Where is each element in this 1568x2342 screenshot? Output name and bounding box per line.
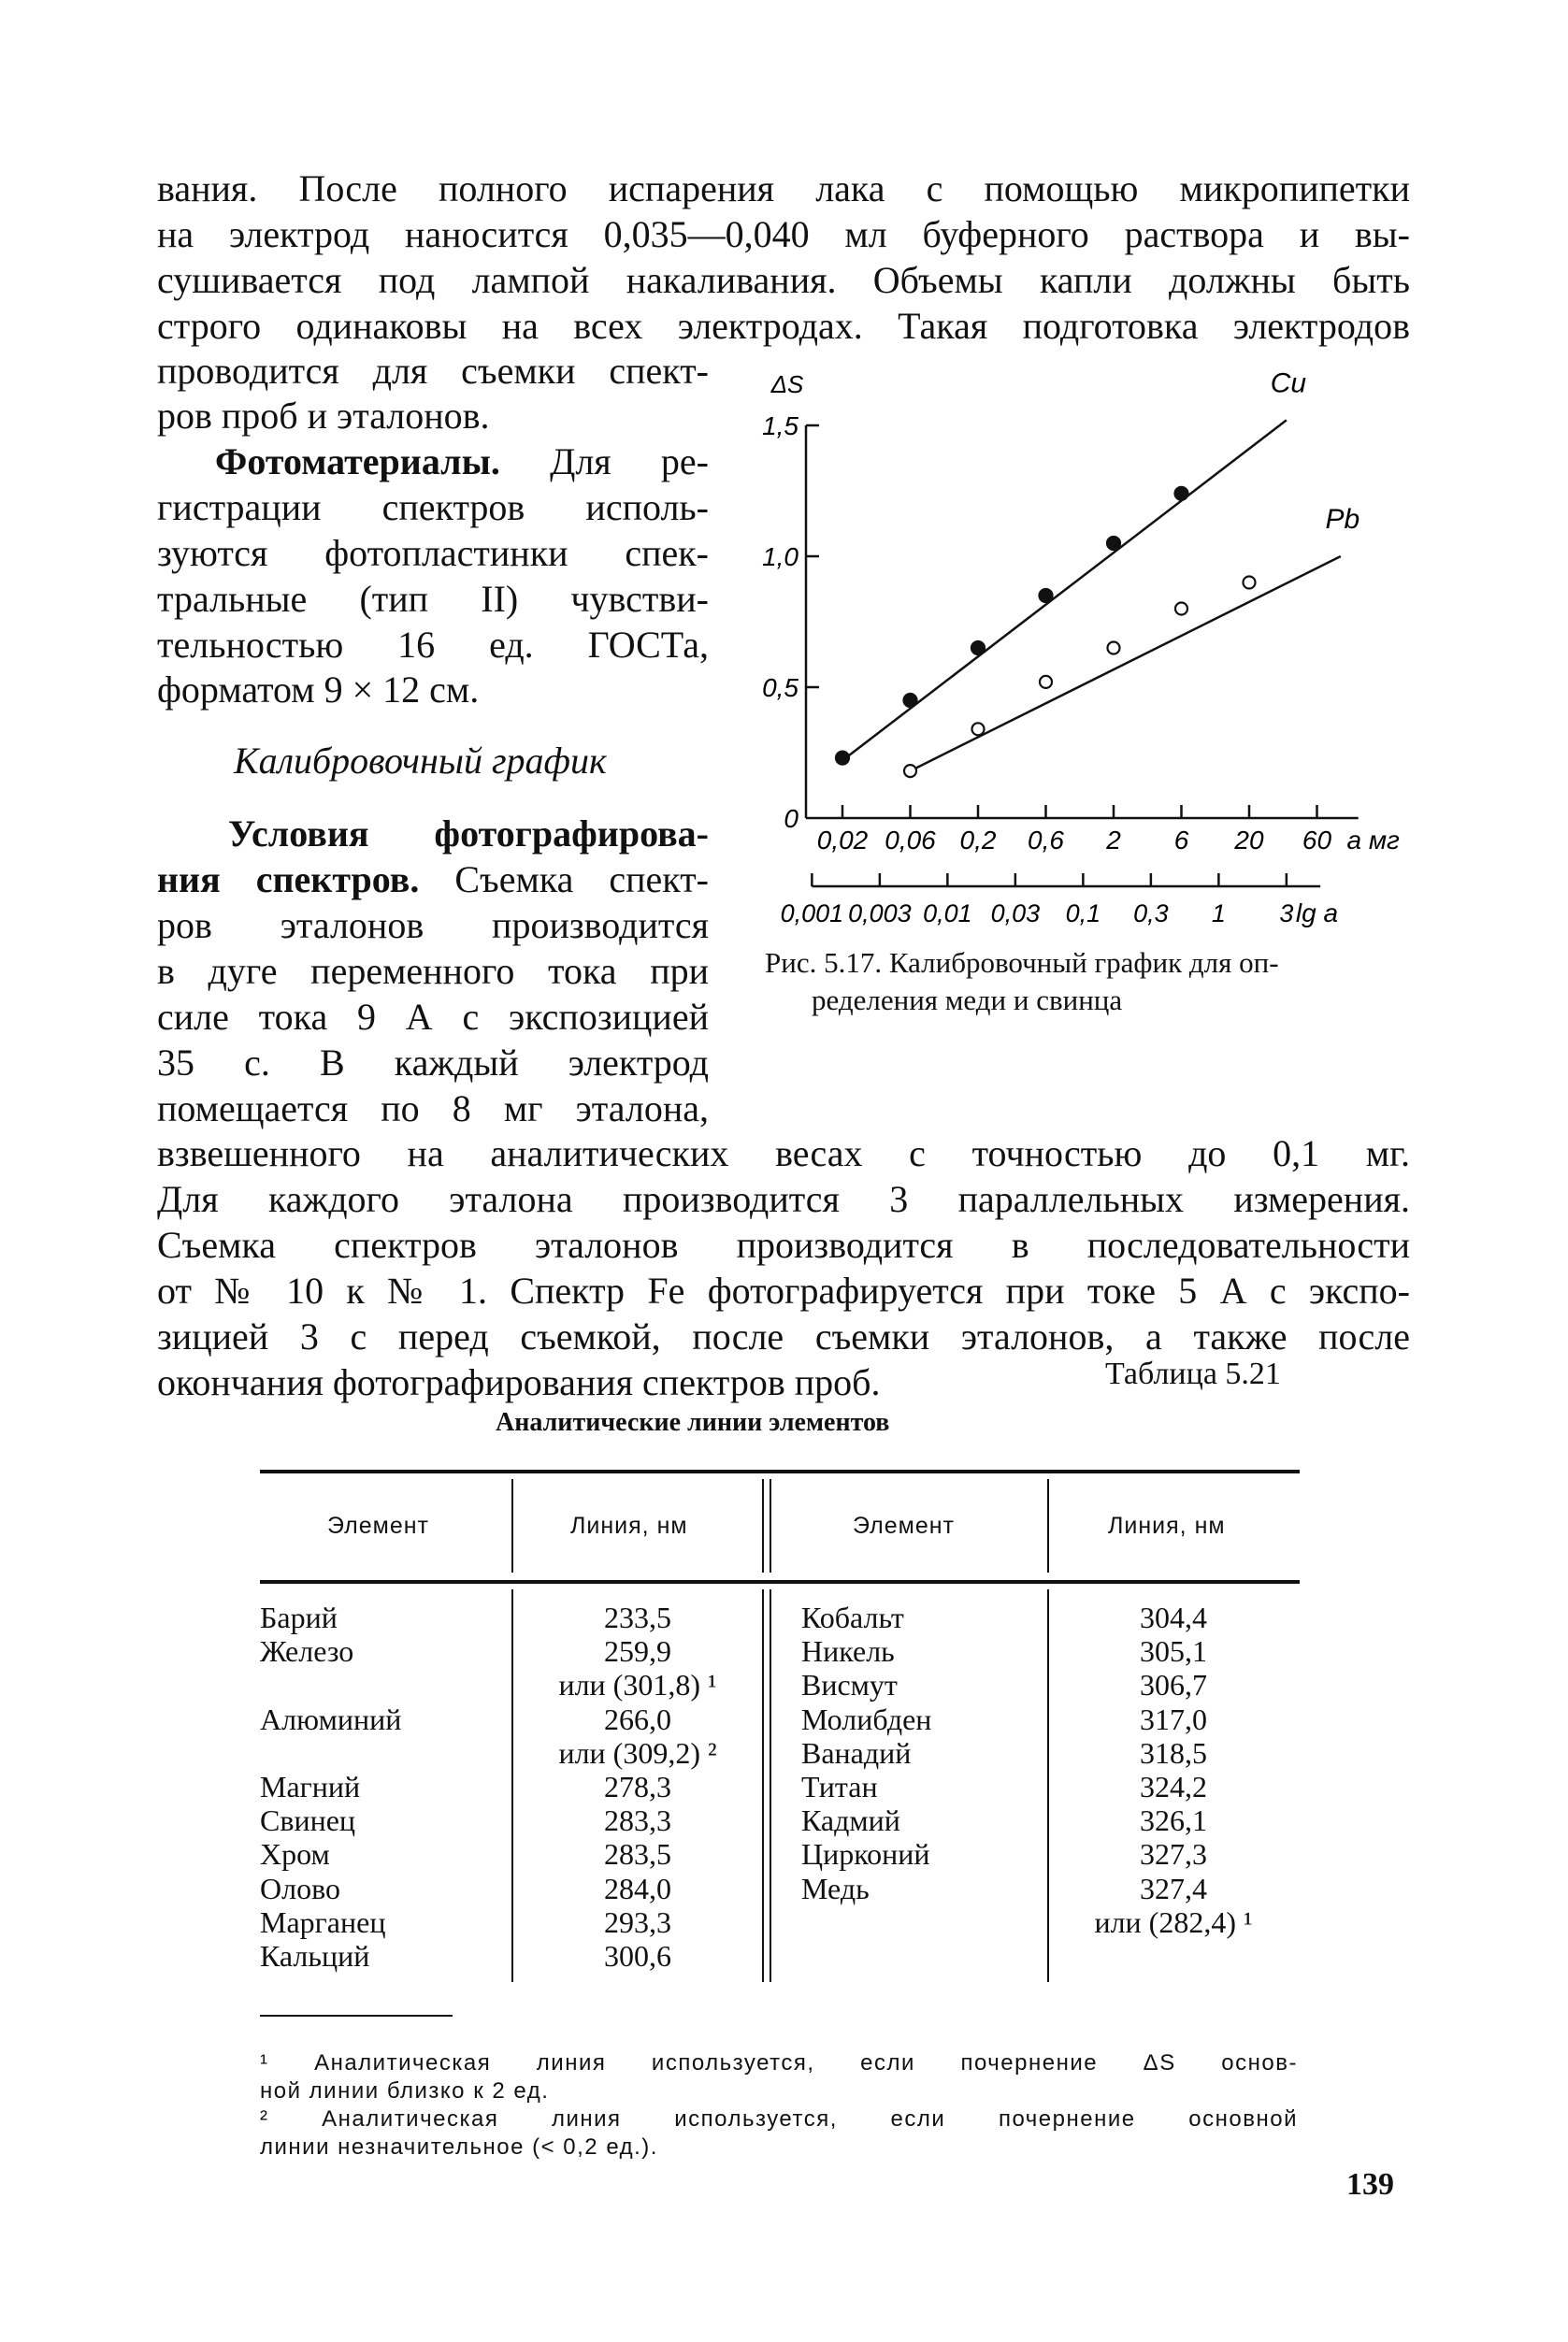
- table-col-divider: [511, 1479, 513, 1573]
- table-top-rule: [260, 1470, 1300, 1473]
- footnote-2-line-1: ² Аналитическая линия используется, если почернение основной: [260, 2106, 1298, 2132]
- x-unit-label: а мг: [1346, 826, 1400, 855]
- table-col-divider: [762, 1589, 764, 1982]
- table-col-divider: [511, 1589, 513, 1982]
- table-header-cell: Элемент: [853, 1513, 955, 1539]
- table-header-rule: [260, 1580, 1300, 1584]
- text-line: тельностью 16 ед. ГОСТа,: [157, 624, 709, 666]
- text-line: Для каждого эталона производится 3 параллельных измерения.: [157, 1178, 1410, 1220]
- data-point-pb: [1175, 603, 1187, 615]
- text-span: Для ре-: [550, 440, 709, 482]
- table-cell-line: 278,3: [604, 1770, 671, 1803]
- y-tick-label: 1,0: [762, 542, 798, 571]
- text-line: зуются фотопластинки спек-: [157, 532, 709, 574]
- x-tick-label: 0,6: [1028, 826, 1064, 855]
- text-line: силе тока 9 А с экспозицией: [157, 996, 709, 1038]
- y-tick-label: 0,5: [762, 673, 798, 702]
- text-line: проводится для съемки спект-: [157, 350, 709, 392]
- data-point-cu: [904, 694, 917, 707]
- x-tick-label: 20: [1234, 826, 1264, 855]
- table-col-divider: [1047, 1589, 1049, 1982]
- text-line: форматом 9 × 12 см.: [157, 668, 480, 711]
- text-line: на электрод наносится 0,035—0,040 мл буферного раствора и вы-: [157, 213, 1410, 255]
- series-label-pb: Pb: [1325, 504, 1360, 535]
- text-line: помещается по 8 мг эталона,: [157, 1087, 709, 1129]
- data-point-pb: [1244, 577, 1256, 589]
- table-cell-line: 233,5: [604, 1601, 671, 1634]
- footnote-1-line-2: ной линии близко к 2 ед.: [260, 2078, 550, 2104]
- chart-points: [836, 487, 1256, 777]
- x-lg-tick-label: 3: [1279, 899, 1294, 927]
- figure-caption-line-1: Рис. 5.17. Калибровочный график для оп-: [765, 946, 1279, 979]
- table-cell-element: Алюминий: [260, 1702, 402, 1736]
- text-line: вания. После полного испарения лака с помощью микропипетки: [157, 167, 1410, 209]
- text-line: тральные (тип II) чувстви-: [157, 578, 709, 620]
- table-cell-line: 305,1: [1140, 1634, 1207, 1669]
- table-cell-line: или (301,8) ¹: [558, 1668, 717, 1703]
- table-col-divider: [762, 1479, 764, 1573]
- data-point-pb: [1108, 642, 1120, 654]
- data-point-pb: [904, 765, 916, 777]
- text-line: в дуге переменного тока при: [157, 950, 709, 992]
- table-col-divider: [770, 1479, 771, 1573]
- table-cell-line: 326,1: [1140, 1803, 1207, 1838]
- table-cell-line: 304,4: [1140, 1601, 1207, 1634]
- x-tick-label: 0,06: [885, 826, 936, 855]
- table-col-divider: [770, 1589, 771, 1982]
- text-line: от № 10 к № 1. Спектр Fe фотографируется при токе 5 А с экспо-: [157, 1270, 1410, 1312]
- x-tick-label: 0,02: [816, 826, 869, 855]
- table-cell-element: Титан: [801, 1770, 878, 1803]
- series-label-cu: Cu: [1270, 367, 1307, 399]
- table-cell-line: 317,0: [1140, 1702, 1207, 1736]
- table-cell-element: Свинец: [260, 1803, 356, 1838]
- calibration-chart: [729, 355, 1440, 963]
- x-lg-tick-label: 0,01: [923, 899, 972, 927]
- data-point-pb: [1040, 676, 1052, 688]
- table-cell-element: Железо: [260, 1634, 354, 1669]
- x-tick-label: 0,2: [959, 826, 997, 855]
- chart-fit-lines: [842, 420, 1341, 770]
- text-line: Съемка спектров эталонов производится в последовательности: [157, 1224, 1410, 1266]
- x-tick-label: 6: [1173, 826, 1189, 855]
- y-axis-label: ΔS: [770, 370, 804, 398]
- chart-labels: [762, 367, 1400, 927]
- data-point-cu: [971, 641, 985, 654]
- data-point-cu: [836, 752, 849, 765]
- text-line: ров эталонов производится: [157, 904, 709, 946]
- data-point-pb: [972, 723, 985, 735]
- page-number: 139: [1346, 2167, 1394, 2202]
- conditions-heading: Условия фотографирова-: [228, 812, 709, 855]
- section-title: Калибровочный график: [234, 740, 607, 782]
- text-line: зицией 3 с перед съемкой, после съемки эталонов, а также после: [157, 1315, 1410, 1358]
- x-lg-tick-label: 0,001: [780, 899, 844, 927]
- table-cell-line: 283,3: [604, 1803, 671, 1838]
- text-line: гистрации спектров исполь-: [157, 486, 709, 528]
- table-cell-line: 300,6: [604, 1939, 671, 1973]
- text-line: [157, 439, 709, 484]
- table-header-cell: Линия, нм: [1108, 1513, 1226, 1539]
- table-cell-line: 318,5: [1140, 1735, 1207, 1770]
- conditions-heading-cont: ния спектров.: [157, 858, 420, 900]
- text-span: Съемка спект-: [454, 858, 710, 900]
- table-cell-element: Молибден: [801, 1702, 932, 1736]
- footnote-rule: [260, 2015, 453, 2017]
- table-col-divider: [1047, 1479, 1049, 1573]
- table-cell-line: 293,3: [604, 1904, 671, 1939]
- table-title: Аналитические линии элементов: [496, 1408, 890, 1437]
- x-tick-label: 60: [1302, 826, 1332, 855]
- table-cell-element: Кобальт: [801, 1601, 904, 1634]
- table-cell-line: 266,0: [604, 1702, 671, 1736]
- text-line: сушивается под лампой накаливания. Объемы капли должны быть: [157, 259, 1410, 301]
- table-cell-element: Марганец: [260, 1904, 386, 1939]
- table-cell-element: Кальций: [260, 1939, 370, 1973]
- table-cell-element: Никель: [801, 1634, 895, 1669]
- x-lg-tick-label: 0,03: [990, 899, 1041, 927]
- text-line: строго одинаковы на всех электродах. Такая подготовка электродов: [157, 305, 1410, 347]
- x-tick-label: 2: [1106, 826, 1121, 855]
- x-lg-tick-label: 0,003: [848, 899, 912, 927]
- x-lg-tick-label: 0,3: [1133, 899, 1169, 927]
- text-line: взвешенного на аналитических весах с точностью до 0,1 мг.: [157, 1132, 1410, 1174]
- table-header-cell: Элемент: [327, 1513, 429, 1539]
- table-cell-line: 259,9: [604, 1634, 671, 1669]
- table-cell-element: Ванадий: [801, 1735, 912, 1770]
- footnote-2-line-2: линии незначительное (< 0,2 ед.).: [260, 2134, 658, 2160]
- table-cell-element: Цирконий: [801, 1837, 930, 1872]
- fit-line-pb: [911, 556, 1341, 771]
- table-cell-element: Кадмий: [801, 1803, 900, 1838]
- x-lg-tick-label: 0,1: [1065, 899, 1101, 927]
- table-number: Таблица 5.21: [1105, 1357, 1281, 1391]
- text-line: окончания фотографирования спектров проб.: [157, 1361, 881, 1403]
- table-cell-line: или (309,2) ²: [558, 1735, 717, 1770]
- y-tick-label: 0: [784, 804, 798, 833]
- fit-line-cu: [842, 420, 1287, 760]
- table-cell-line: или (282,4) ¹: [1094, 1904, 1253, 1939]
- table-cell-element: Медь: [801, 1871, 870, 1905]
- text-line: 35 с. В каждый электрод: [157, 1042, 709, 1084]
- data-point-cu: [1107, 537, 1120, 550]
- data-point-cu: [1040, 589, 1053, 602]
- y-tick-label: 1,5: [762, 411, 798, 440]
- table-cell-element: Висмут: [801, 1668, 898, 1703]
- text-line: ров проб и эталонов.: [157, 395, 490, 437]
- figure-caption-line-2: ределения меди и свинца: [812, 984, 1123, 1016]
- chart-axes: [806, 425, 1359, 886]
- x-lg-unit-label: lg а: [1295, 898, 1339, 927]
- table-cell-element: Барий: [260, 1601, 338, 1634]
- table-cell-line: 306,7: [1140, 1668, 1207, 1703]
- table-cell-line: 284,0: [604, 1871, 671, 1905]
- data-point-cu: [1175, 487, 1188, 500]
- table-cell-element: Хром: [260, 1837, 330, 1872]
- table-cell-line: 327,4: [1140, 1871, 1207, 1905]
- table-cell-line: 283,5: [604, 1837, 671, 1872]
- footnote-1-line-1: ¹ Аналитическая линия используется, если почернение ΔS основ-: [260, 2050, 1298, 2076]
- text-line: [157, 857, 709, 902]
- table-cell-element: Магний: [260, 1770, 361, 1803]
- x-lg-tick-label: 1: [1211, 899, 1226, 927]
- table-cell-line: 324,2: [1140, 1770, 1207, 1803]
- table-header-cell: Линия, нм: [570, 1513, 688, 1539]
- photomaterials-heading: Фотоматериалы.: [215, 440, 500, 482]
- table-cell-line: 327,3: [1140, 1837, 1207, 1872]
- table-cell-element: Олово: [260, 1871, 340, 1905]
